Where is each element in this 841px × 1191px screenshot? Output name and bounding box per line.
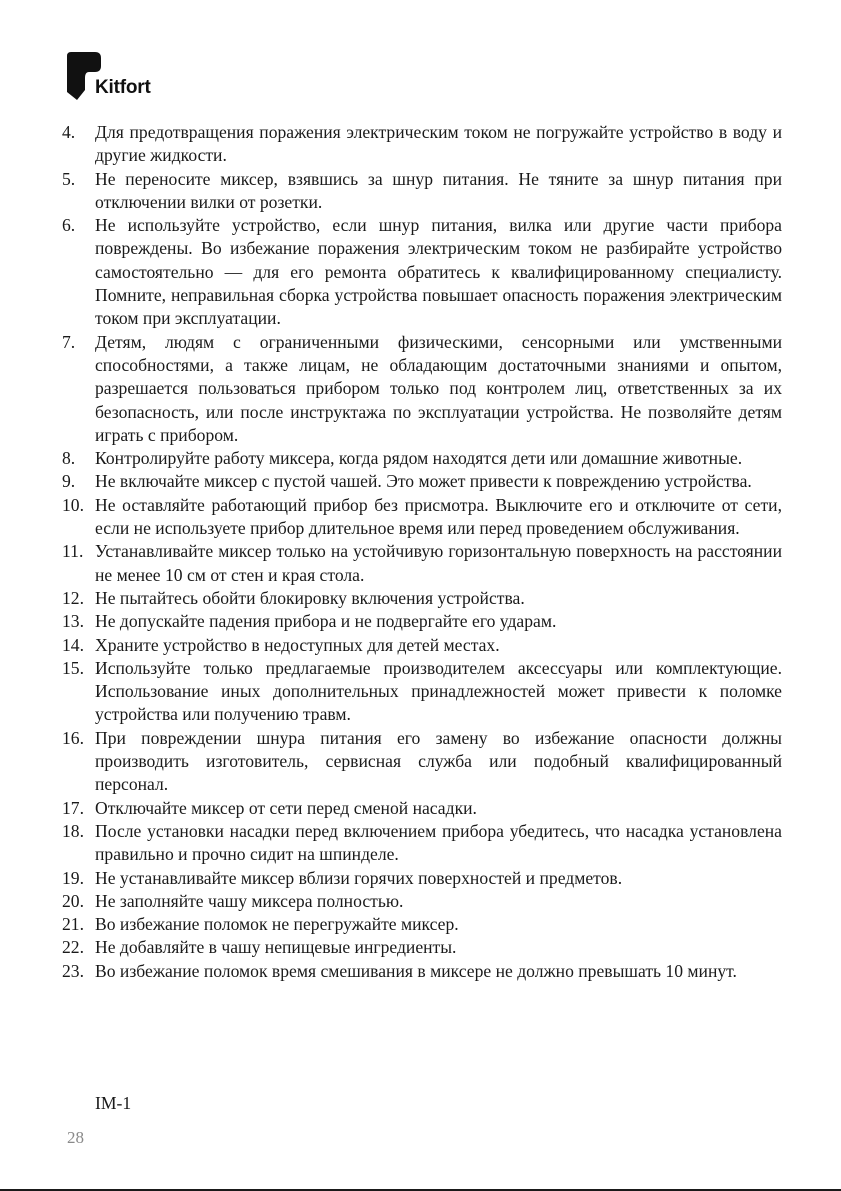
rule-item: [62, 331, 782, 447]
rule-item: [62, 960, 782, 983]
rule-text: Храните устройство в недоступных для детей местах.: [95, 634, 500, 655]
rule-text: Не устанавливайте миксер вблизи горячих поверхностей и предметов.: [95, 867, 623, 888]
rule-number: 23.: [62, 960, 84, 981]
rule-text: Используйте только предлагаемые производителем аксессуары или комплектующие. Использование иных дополнительных принадлежностей может привести к поломке устройства или получению травм.: [95, 657, 782, 725]
rule-item: [62, 890, 782, 913]
rule-item: [62, 447, 782, 470]
rule-text: Во избежание поломок не перегружайте миксер.: [95, 914, 459, 935]
rule-text: Не включайте миксер с пустой чашей. Это может привести к повреждению устройства.: [95, 471, 752, 492]
rule-number: 10.: [62, 494, 84, 515]
rule-item: [62, 634, 782, 657]
rule-number: 8.: [62, 448, 76, 469]
rule-item: [62, 610, 782, 633]
rule-item: [62, 168, 782, 215]
rule-text: Не допускайте падения прибора и не подвергайте его ударам.: [95, 611, 557, 632]
rule-item: [62, 470, 782, 493]
page-number: 28: [67, 1128, 84, 1147]
rule-number: 12.: [62, 587, 84, 608]
rule-text: При повреждении шнура питания его замену во избежание опасности должны производить изготовитель, сервисная служба или подобный квалифицированный персонал.: [95, 727, 782, 795]
rule-number: 4.: [62, 122, 76, 142]
rule-number: 6.: [62, 215, 76, 236]
rule-number: 20.: [62, 890, 84, 911]
rule-text: Отключайте миксер от сети перед сменой насадки.: [95, 797, 477, 818]
rule-number: 7.: [62, 331, 76, 352]
rule-number: 19.: [62, 867, 84, 888]
rule-number: 9.: [62, 471, 76, 492]
rule-number: 21.: [62, 914, 84, 935]
rule-text: После установки насадки перед включением прибора убедитесь, что насадка установлена правильно и прочно сидит на шпинделе.: [95, 820, 782, 865]
kitfort-logo: [67, 52, 177, 100]
rule-item: [62, 727, 782, 797]
rule-item: [62, 657, 782, 727]
rule-number: 5.: [62, 168, 76, 189]
rule-item: [62, 820, 782, 867]
rule-number: 15.: [62, 657, 84, 678]
rule-number: 22.: [62, 937, 84, 958]
rule-text: Не переносите миксер, взявшись за шнур питания. Не тяните за шнур питания при отключении вилки от розетки.: [95, 168, 782, 212]
rule-text: Детям, людям с ограниченными физическими, сенсорными или умственными способностями, а также лицам, не обладающим достаточными знаниями и опытом, разрешается пользоваться прибором только под контролем лиц, ответственных за их безопасность, или после инструктажа по эксплуатации устройства. Не позволяйте детям играть с прибором.: [95, 331, 782, 445]
rule-item: [62, 494, 782, 541]
rule-text: Устанавливайте миксер только на устойчивую горизонтальную поверхность на расстоянии не менее 10 см от стен и края стола.: [95, 541, 782, 585]
rule-item: [62, 214, 782, 330]
rule-item: [62, 867, 782, 890]
rule-number: 17.: [62, 797, 84, 818]
safety-rules-list: [62, 121, 782, 983]
rule-item: [62, 913, 782, 936]
rule-text: Не заполняйте чашу миксера полностью.: [95, 890, 404, 911]
rule-text: Для предотвращения поражения электрическим током не погружайте устройство в воду и другие жидкости.: [95, 122, 782, 166]
rule-text: Не добавляйте в чашу непищевые ингредиенты.: [95, 937, 457, 958]
rule-item: [62, 540, 782, 587]
rule-text: Во избежание поломок время смешивания в миксере не должно превышать 10 минут.: [95, 960, 737, 981]
rule-number: 11.: [62, 541, 84, 562]
rule-item: [62, 936, 782, 959]
rule-text: Не пытайтесь обойти блокировку включения устройства.: [95, 587, 525, 608]
rule-number: 16.: [62, 727, 84, 748]
brand-name: Kitfort: [95, 77, 151, 98]
rule-item: [62, 797, 782, 820]
rule-text: Не оставляйте работающий прибор без присмотра. Выключите его и отключите от сети, если не используете прибор длительное время или перед проведением обслуживания.: [95, 494, 782, 539]
rule-item: [62, 587, 782, 610]
rule-number: 18.: [62, 820, 84, 841]
rule-text: Контролируйте работу миксера, когда рядом находятся дети или домашние животные.: [95, 448, 743, 469]
rule-number: 14.: [62, 634, 84, 655]
rule-item: [62, 121, 782, 168]
rule-text: Не используйте устройство, если шнур питания, вилка или другие части прибора повреждены. Во избежание поражения электрическим током не разбирайте устройство самостоятельно — для его ремонта обратитесь к квалифицированному специалисту. Помните, неправильная сборка устройства повышает опасность поражения электрическим током при эксплуатации.: [95, 215, 782, 329]
rule-number: 13.: [62, 611, 84, 632]
model-code: IM-1: [95, 1093, 132, 1113]
